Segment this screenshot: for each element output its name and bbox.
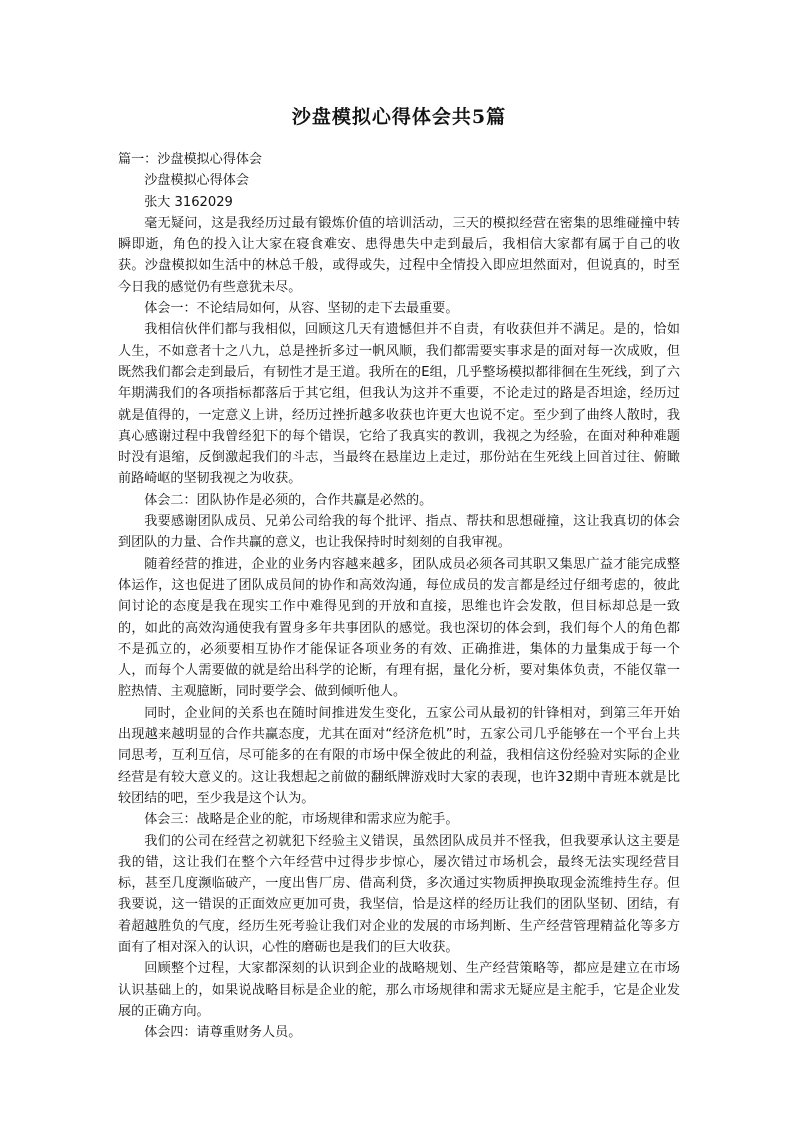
body-paragraph: 回顾整个过程，大家都深刻的认识到企业的战略规划、生产经营策略等，都应是建立在市场认识基础上的，如果说战略目标是企业的舵，那么市场规律和需求无疑应是主舵手，它是企业发展的正确方向。 (118, 961, 680, 1019)
section-heading: 篇一：沙盘模拟心得体会 (118, 152, 263, 167)
insight-heading: 体会四：请尊重财务人员。 (144, 1025, 302, 1041)
body-paragraph: 我相信伙伴们都与我相似，回顾这几天有遗憾但并不自责，有收获但并不满足。是的，恰如人生，不如意者十之八九，总是挫折多过一帆风顺，我们都需要实事求是的面对每一次成败，但既然我们都会走到最后，有韧性才是王道。我所在的E组，几乎整场模拟都徘徊在生死线，到了六年期满我们的各项指标都落后于其它组，但我认为这并不重要，不论走过的路是否坦途，经历过就是值得的，一定意义上讲，经历过挫折越多收获也许更大也说不定。至少到了曲终人散时，我真心感谢过程中我曾经犯下的每个错误，它给了我真实的教训，我视之为经验，在面对种种难题时没有退缩，反倒激起我们的斗志，当最终在悬崖边上走过，那份站在生死线上回首过往、俯瞰前路崎岖的坚韧我视之为收获。 (118, 322, 680, 487)
body-paragraph: 毫无疑问，这是我经历过最有锻炼价值的培训活动，三天的模拟经营在密集的思维碰撞中转瞬即逝，角色的投入让大家在寝食难安、患得患失中走到最后，我相信大家都有属于自己的收获。沙盘模拟如生活中的林总千般，或得或失，过程中全情投入即应坦然面对，但说真的，时至今日我的感觉仍有些意犹未尽。 (118, 215, 680, 295)
body-paragraph: 同时，企业间的关系也在随时间推进发生变化，五家公司从最初的针锋相对，到第三年开始出现越来越明显的合作共赢态度，尤其在面对“经济危机”时，五家公司几乎能够在一个平台上共同思考，互利互信，尽可能多的在有限的市场中保全彼此的利益，我相信这份经验对实际的企业经营是有较大意义的。这让我想起之前做的翻纸牌游戏时大家的表现，也许32期中青班本就是比较团结的吧，至少我是这个认为。 (118, 705, 680, 806)
body-paragraph: 我要感谢团队成员、兄弟公司给我的每个批评、指点、帮扶和思想碰撞，这让我真切的体会到团队的力量、合作共赢的意义，也让我保持时时刻刻的自我审视。 (118, 514, 680, 551)
author-line: 张大 3162029 (144, 194, 233, 210)
insight-heading: 体会三：战略是企业的舵，市场规律和需求应为舵手。 (144, 812, 459, 828)
insight-heading: 体会二：团队协作是必须的，合作共赢是必然的。 (144, 492, 433, 508)
document-title: 沙盘模拟心得体会共5篇 (291, 106, 507, 128)
document-page (118, 104, 680, 1043)
body-paragraph: 我们的公司在经营之初就犯下经验主义错误，虽然团队成员并不怪我，但我要承认这主要是我的错，这让我们在整个六年经营中过得步步惊心，屡次错过市场机会，最终无法实现经营目标，甚至几度濒临破产，一度出售厂房、借高利贷，多次通过实物质押换取现金流维持生存。但我要说，这一错误的正面效应更加可贵，我坚信，恰是这样的经历让我们的团队坚韧、团结，有着超越胜负的气度，经历生死考验让我们对企业的发展的市场判断、生产经营管理精益化等多方面有了相对深入的认识，心性的磨砺也是我们的巨大收获。 (118, 833, 680, 955)
body-paragraph: 随着经营的推进，企业的业务内容越来越多，团队成员必须各司其职又集思广益才能完成整体运作，这也促进了团队成员间的协作和高效沟通，每位成员的发言都是经过仔细考虑的，彼此间讨论的态度是我在现实工作中难得见到的开放和直接，思维也许会发散，但目标却总是一致的，如此的高效沟通使我有置身多年共事团队的感觉。我也深切的体会到，我们每个人的角色都不是孤立的，必须要相互协作才能保证各项业务的有效、正确推进，集体的力量集成于每一个人，而每个人需要做的就是给出科学的论断，有理有据，量化分析，要对集体负责，不能仅靠一腔热情、主观臆断，同时要学会、做到倾听他人。 (118, 556, 680, 700)
insight-heading: 体会一：不论结局如何，从容、坚韧的走下去最重要。 (144, 301, 459, 317)
document-body (118, 149, 680, 1043)
subsection-title: 沙盘模拟心得体会 (144, 173, 249, 189)
